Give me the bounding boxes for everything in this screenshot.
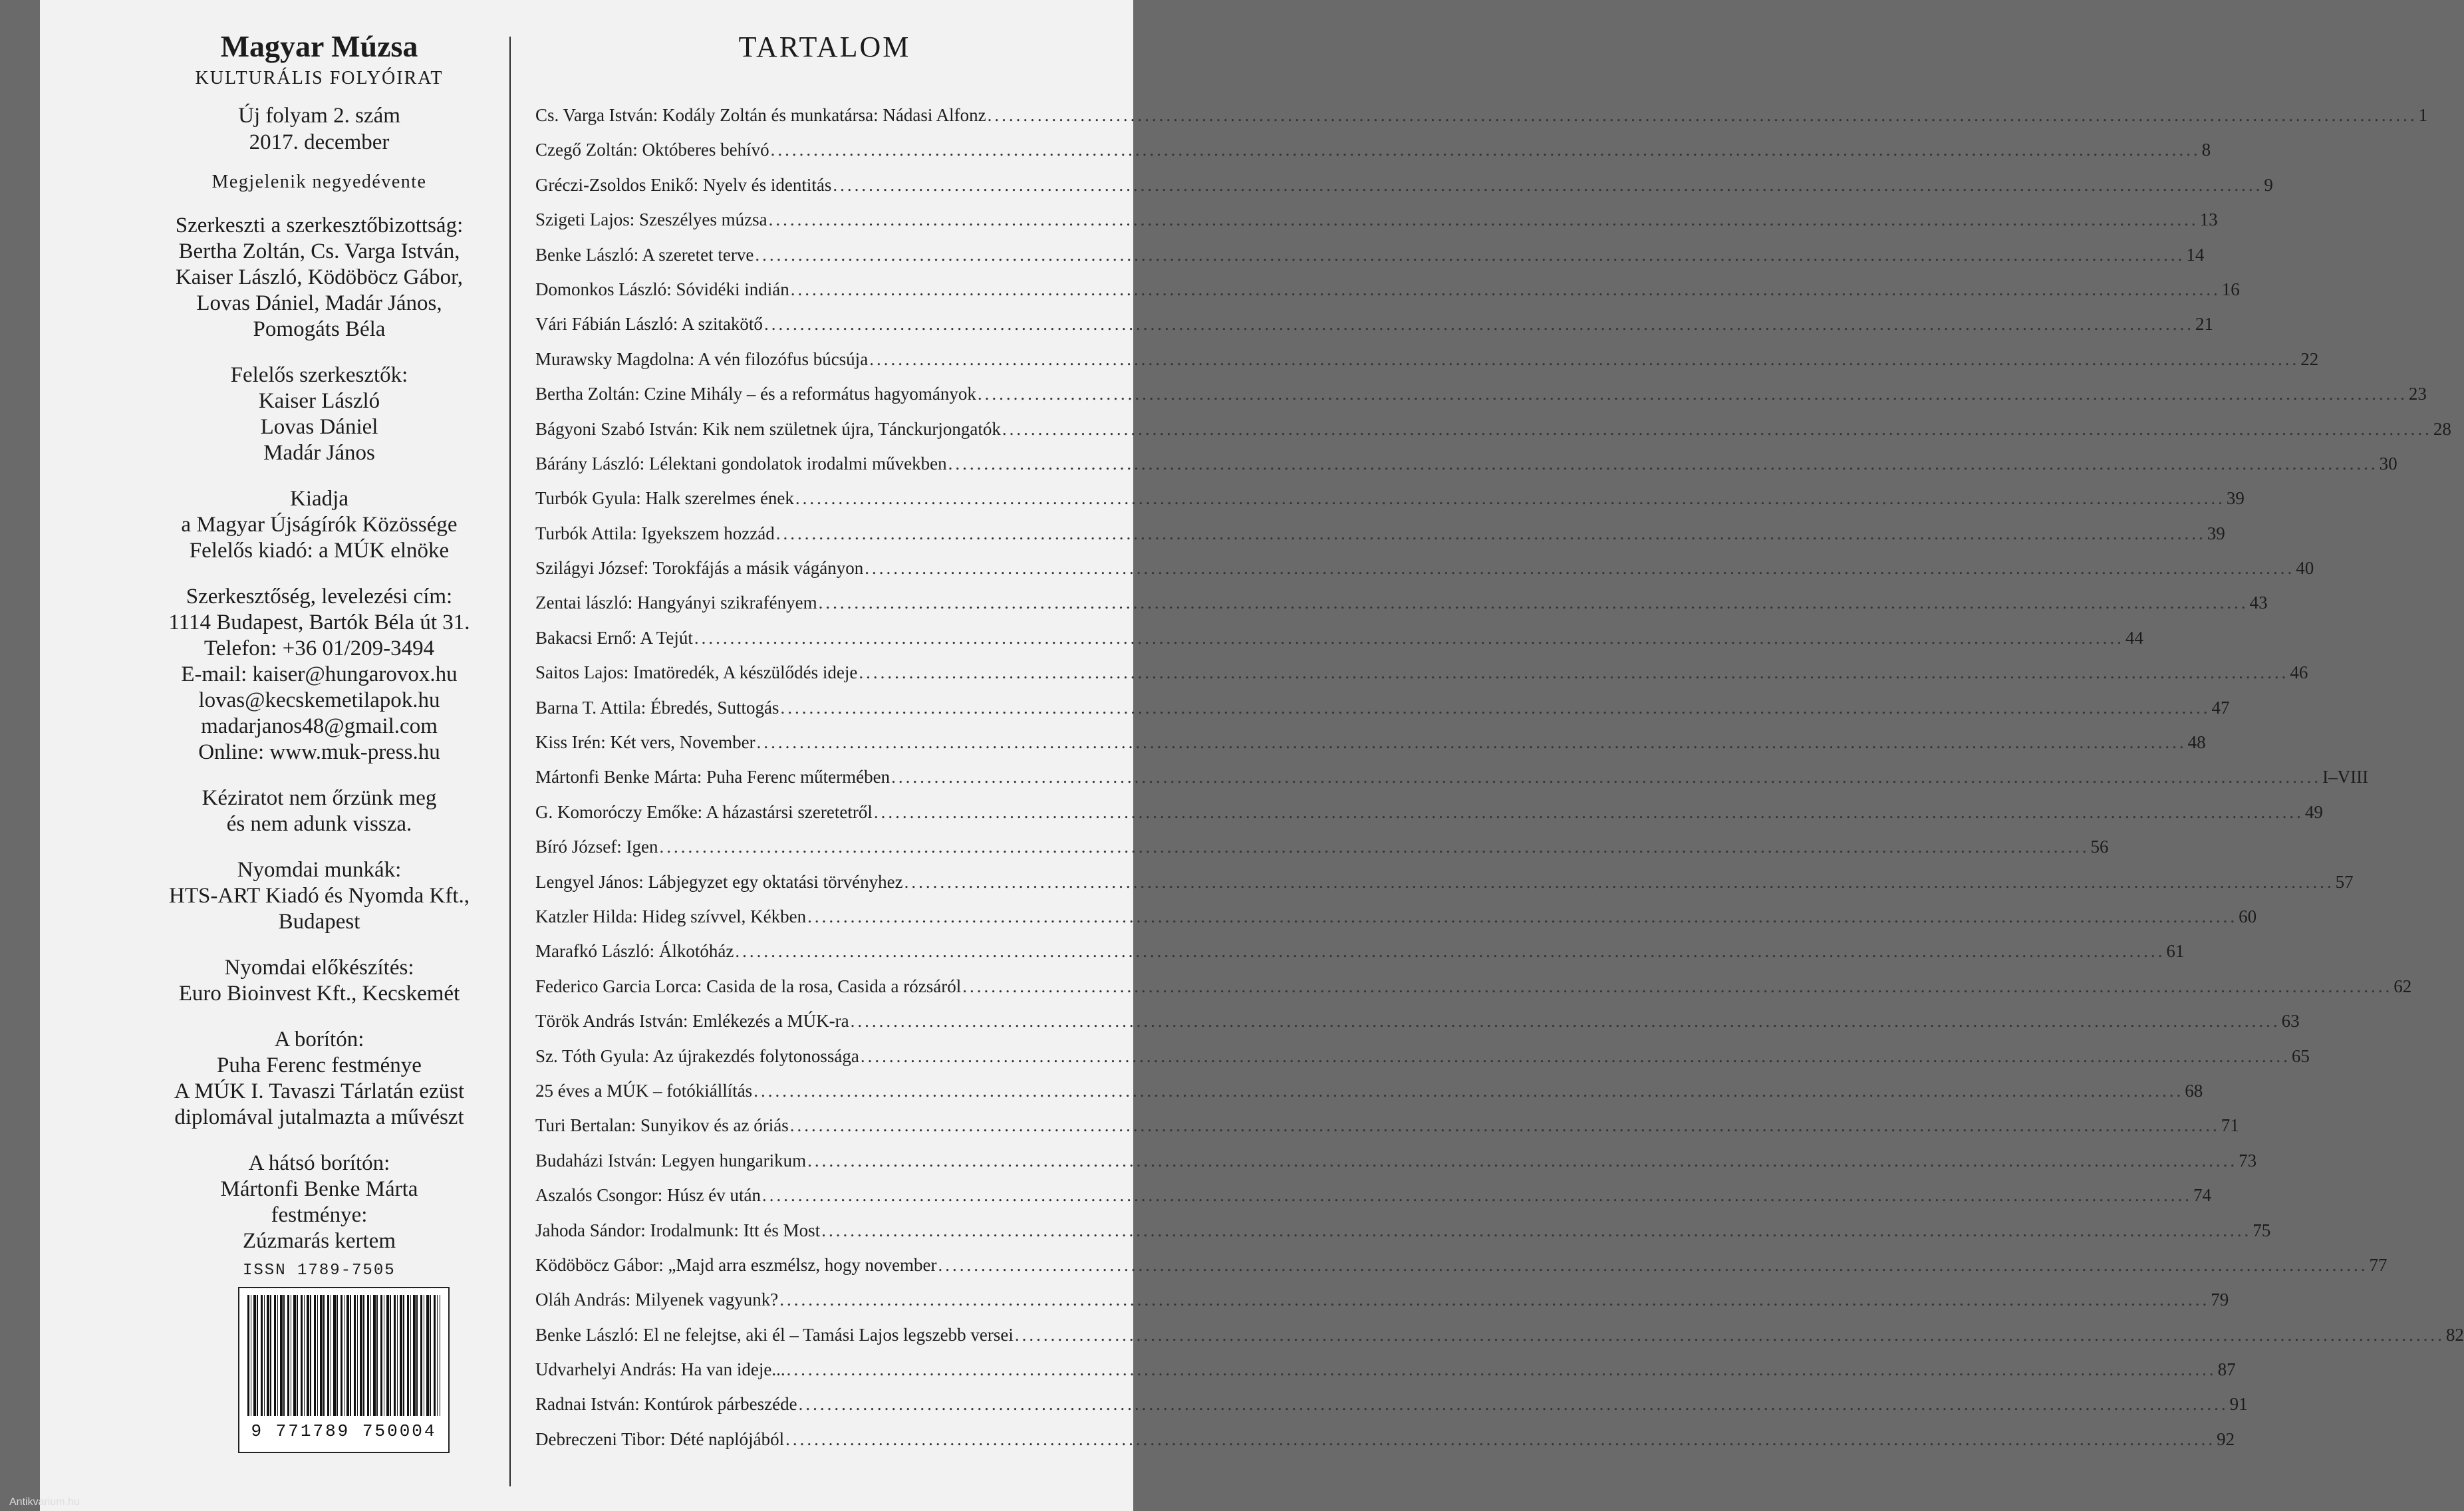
barcode [238,1287,450,1453]
toc-entry-page: 60 [2239,906,2257,926]
publisher-line: Felelős kiadó: a MÚK elnöke [189,538,450,563]
publisher-info [40,486,599,564]
toc-leader-dots: ........................................................................................................................................................................................................ [735,941,2165,962]
toc-entry [535,1359,2236,1394]
toc-entry-title: Bárány László: Lélektani gondolatok irodalmi művekben [535,453,947,474]
toc-entry [535,140,2211,174]
toc-entry-title: G. Komoróczy Emőke: A házastársi szeretetről [535,801,873,822]
toc-entry [535,453,2397,488]
toc-entry-title: Aszalós Csongor: Húsz év után [535,1185,761,1206]
toc-entry-page: 92 [2217,1429,2235,1449]
toc-entry-title: Benke László: El ne felejtse, aki él – Tamási Lajos legszebb versei [535,1324,1014,1345]
publisher-heading: Kiadja [290,486,348,511]
toc-leader-dots: ........................................................................................................................................................................................................ [818,593,2249,613]
toc-leader-dots: ........................................................................................................................................................................................................ [790,279,2221,299]
printing-line: HTS-ART Kiadó és Nyomda Kft., [168,883,470,908]
toc-leader-dots: ........................................................................................................................................................................................................ [780,697,2211,718]
toc-entry [535,1185,2211,1220]
toc-entry [535,1150,2257,1185]
postal-address: 1114 Budapest, Bartók Béla út 31. [168,610,470,634]
toc-entry-title: Bágyoni Szabó István: Kik nem születnek újra, Tánckurjongatók [535,418,1001,439]
toc-entry-title: Marafkó László: Álkotóház [535,941,734,962]
issue-info [40,102,599,156]
toc-leader-dots: ........................................................................................................................................................................................................ [694,627,2124,648]
toc-entry-title: Bertha Zoltán: Czine Mihály – és a református hagyományok [535,384,976,404]
barcode-number: 9 771789 750004 [251,1421,437,1441]
toc-entry-page: 82 [2445,1324,2464,1345]
toc-entry-page: 68 [2185,1080,2203,1101]
toc-leader-dots: ........................................................................................................................................................................................................ [761,1185,2192,1206]
toc-entry-title: Cs. Varga István: Kodály Zoltán és munkatársa: Nádasi Alfonz [535,105,986,125]
toc-leader-dots: ........................................................................................................................................................................................................ [850,1011,2280,1031]
back-cover-line: Mártonfi Benke Márta [220,1176,418,1201]
toc-entry-title: 25 éves a MÚK – fotókiállítás [535,1080,753,1101]
issn-label: ISSN 1789-7505 [243,1262,396,1280]
responsible-editor: Lovas Dániel [260,414,378,439]
toc-entry-title: Domonkos László: Sóvidéki indián [535,279,789,299]
toc-leader-dots: ........................................................................................................................................................................................................ [756,732,2187,753]
responsible-editors [40,362,599,466]
prepress-line: Euro Bioinvest Kft., Kecskemét [178,981,460,1006]
issue-date: 2017. december [249,130,390,154]
toc-entry-title: Gréczi-Zsoldos Enikő: Nyelv és identitás [535,174,832,195]
toc-entry [535,105,2428,140]
cover-info [40,1027,599,1131]
toc-entry-page: 91 [2229,1394,2248,1415]
toc-leader-dots: ........................................................................................................................................................................................................ [987,105,2417,125]
editorial-board-line: Lovas Dániel, Madár János, [196,291,442,315]
toc-entry-page: 77 [2369,1254,2388,1275]
toc-leader-dots: ........................................................................................................................................................................................................ [763,314,2194,335]
toc-entry-page: 22 [2300,348,2319,369]
cover-line: diplomával jutalmazta a művészt [174,1105,464,1129]
toc-entry-page: 16 [2221,279,2240,299]
toc-entry-title: Lengyel János: Lábjegyzet egy oktatási törvényhez [535,871,903,892]
toc-leader-dots: ........................................................................................................................................................................................................ [873,801,2304,822]
toc-title: TARTALOM [738,31,911,63]
toc-leader-dots: ........................................................................................................................................................................................................ [798,1394,2229,1415]
toc-entry-page: 63 [2281,1011,2300,1031]
toc-leader-dots: ........................................................................................................................................................................................................ [860,1045,2290,1066]
toc-entry-page: 14 [2186,244,2205,265]
toc-entry [535,558,2314,593]
toc-entry [535,801,2323,837]
toc-entry-title: Katzler Hilda: Hideg szívvel, Kékben [535,906,807,926]
email-address: E-mail: kaiser@hungarovox.hu [181,662,458,686]
toc-entry-title: Udvarhelyi András: Ha van ideje... [535,1359,785,1380]
editorial-board-line: Bertha Zoltán, Cs. Varga István, [178,239,460,263]
toc-entry [535,906,2257,941]
toc-entry-title: Saitos Lajos: Imatöredék, A készülődés ideje [535,662,858,683]
toc-leader-dots: ........................................................................................................................................................................................................ [807,1150,2238,1170]
manuscript-notice-line: és nem adunk vissza. [226,811,412,836]
toc-entry [535,348,2319,384]
toc-entry [535,384,2427,418]
toc-leader-dots: ........................................................................................................................................................................................................ [904,871,2334,892]
toc-entry [535,488,2245,523]
toc-entry-page: 61 [2166,941,2185,962]
table-of-contents [535,30,2464,1464]
toc-entry [535,1324,2464,1359]
toc-entry-page: 62 [2394,976,2412,996]
editorial-board-line: Kaiser László, Ködöböcz Gábor, [175,265,464,289]
magazine-page [40,0,2464,1511]
email-address: madarjanos48@gmail.com [201,714,438,738]
responsible-editors-heading: Felelős szerkesztők: [230,362,408,387]
publisher-line: a Magyar Újságírók Közössége [181,512,458,537]
toc-entry-title: Sz. Tóth Gyula: Az újrakezdés folytonossága [535,1045,859,1066]
toc-entry-page: 71 [2221,1115,2239,1136]
toc-entry [535,418,2451,454]
issue-number: Új folyam 2. szám [238,103,400,128]
toc-entry [535,1115,2239,1150]
toc-entry [535,941,2185,976]
toc-entry-title: Turbók Gyula: Halk szerelmes ének [535,488,794,509]
manuscript-notice [40,785,599,837]
back-cover-heading: A hátsó borítón: [248,1151,390,1175]
back-cover-info [40,1151,599,1254]
toc-entry-title: Oláh András: Milyenek vagyunk? [535,1290,779,1310]
toc-leader-dots: ........................................................................................................................................................................................................ [833,174,2263,195]
toc-entry-page: 79 [2211,1290,2229,1310]
toc-entry-title: Benke László: A szeretet terve [535,244,754,265]
toc-entry-page: 21 [2195,314,2213,335]
toc-entry-page: 43 [2249,593,2268,613]
toc-leader-dots: ........................................................................................................................................................................................................ [795,488,2225,509]
toc-leader-dots: ........................................................................................................................................................................................................ [786,1359,2217,1380]
contact-heading: Szerkesztőség, levelezési cím: [186,584,453,609]
toc-entry-title: Ködöböcz Gábor: „Majd arra eszmélsz, hogy november [535,1254,937,1275]
responsible-editor: Kaiser László [258,388,380,413]
toc-entry [535,1290,2229,1324]
column-divider [509,37,511,1486]
toc-entry-page: 28 [2433,418,2451,439]
toc-entry-title: Bíró József: Igen [535,837,658,857]
toc-leader-dots: ........................................................................................................................................................................................................ [962,976,2393,996]
toc-entry-page: 56 [2090,837,2109,857]
toc-entry-page: I–VIII [2322,767,2369,787]
toc-entry [535,523,2225,558]
toc-entry-title: Zentai lászló: Hangyányi szikrafényem [535,593,817,613]
toc-leader-dots: ........................................................................................................................................................................................................ [770,140,2201,160]
toc-leader-dots: ........................................................................................................................................................................................................ [869,348,2300,369]
toc-entry-title: Murawsky Magdolna: A vén filozófus búcsúja [535,348,869,369]
toc-entry [535,593,2268,627]
toc-entry [535,1080,2203,1115]
toc-list [535,105,2464,1464]
back-cover-line: Zúzmarás kertem [243,1228,396,1253]
toc-entry [535,767,2369,801]
toc-entry-page: 1 [2418,105,2428,125]
toc-leader-dots: ........................................................................................................................................................................................................ [1002,418,2432,439]
toc-entry-title: Mártonfi Benke Márta: Puha Ferenc műtermében [535,767,890,787]
toc-entry-title: Jahoda Sándor: Irodalmunk: Itt és Most [535,1220,821,1240]
prepress-info [40,955,599,1007]
toc-leader-dots: ........................................................................................................................................................................................................ [789,1115,2220,1136]
toc-leader-dots: ........................................................................................................................................................................................................ [775,523,2206,543]
phone-number: Telefon: +36 01/209-3494 [204,636,435,660]
editorial-board-heading: Szerkeszti a szerkesztőbizottság: [175,213,464,237]
website-address: Online: www.muk-press.hu [198,740,440,764]
watermark: Antikvarium.hu [9,1496,80,1508]
toc-entry-page: 75 [2253,1220,2271,1240]
manuscript-notice-line: Kéziratot nem őrzünk meg [202,785,437,810]
toc-leader-dots: ........................................................................................................................................................................................................ [977,384,2407,404]
toc-entry-title: Radnai István: Kontúrok párbeszéde [535,1394,797,1415]
toc-entry [535,837,2109,871]
barcode-bars [247,1295,440,1416]
toc-leader-dots: ........................................................................................................................................................................................................ [753,1080,2184,1101]
toc-leader-dots: ........................................................................................................................................................................................................ [948,453,2378,474]
toc-entry [535,244,2205,279]
toc-entry-title: Szigeti Lajos: Szeszélyes múzsa [535,209,767,230]
toc-entry [535,1254,2388,1290]
toc-entry-page: 30 [2379,453,2397,474]
back-cover-line: festménye: [271,1202,368,1227]
toc-leader-dots: ........................................................................................................................................................................................................ [891,767,2322,787]
printing-info [40,857,599,935]
toc-leader-dots: ........................................................................................................................................................................................................ [859,662,2289,683]
toc-leader-dots: ........................................................................................................................................................................................................ [821,1220,2252,1240]
toc-leader-dots: ........................................................................................................................................................................................................ [807,906,2238,926]
toc-leader-dots: ........................................................................................................................................................................................................ [865,558,2295,579]
toc-leader-dots: ........................................................................................................................................................................................................ [785,1429,2216,1449]
printing-heading: Nyomdai munkák: [237,857,402,882]
toc-entry-title: Czegő Zoltán: Októberes behívó [535,140,769,160]
toc-entry-page: 44 [2125,627,2143,648]
email-address: lovas@kecskemetilapok.hu [198,688,440,712]
toc-entry-page: 73 [2239,1150,2257,1170]
toc-entry [535,1220,2271,1255]
toc-entry-page: 39 [2226,488,2245,509]
toc-entry [535,314,2213,348]
toc-entry-title: Federico Garcia Lorca: Casida de la rosa, Casida a rózsáról [535,976,962,996]
editorial-board-line: Pomogáts Béla [253,317,386,341]
magazine-title: Magyar Múzsa [220,29,418,63]
toc-leader-dots: ........................................................................................................................................................................................................ [659,837,2090,857]
toc-entry-title: Bakacsi Ernő: A Tejút [535,627,693,648]
toc-leader-dots: ........................................................................................................................................................................................................ [755,244,2185,265]
toc-entry [535,174,2273,209]
toc-entry [535,209,2218,244]
toc-entry-title: Török András István: Emlékezés a MÚK-ra [535,1011,849,1031]
toc-entry-title: Turi Bertalan: Sunyikov és az óriás [535,1115,789,1136]
toc-entry-page: 8 [2201,140,2211,160]
responsible-editor: Madár János [263,440,375,465]
toc-leader-dots: ........................................................................................................................................................................................................ [779,1290,2210,1310]
cover-heading: A borítón: [274,1027,364,1051]
toc-leader-dots: ........................................................................................................................................................................................................ [938,1254,2368,1275]
toc-leader-dots: ........................................................................................................................................................................................................ [768,209,2199,230]
toc-entry [535,871,2354,906]
toc-entry [535,1429,2235,1464]
toc-entry [535,1045,2310,1081]
toc-entry [535,662,2308,697]
toc-entry-title: Kiss Irén: Két vers, November [535,732,755,753]
toc-entry [535,627,2143,662]
toc-entry-page: 40 [2296,558,2314,579]
toc-entry [535,1011,2300,1045]
toc-entry-page: 74 [2193,1185,2211,1206]
magazine-subtitle: KULTURÁLIS FOLYÓIRAT [195,67,444,88]
toc-entry [535,976,2412,1011]
toc-entry-title: Budaházi István: Legyen hungarikum [535,1150,807,1170]
toc-entry-title: Szilágyi József: Torokfájás a másik vágányon [535,558,864,579]
toc-entry-page: 9 [2264,174,2273,195]
imprint-column [40,30,599,1254]
toc-entry [535,1394,2248,1429]
toc-entry-page: 23 [2408,384,2427,404]
toc-entry [535,697,2230,732]
toc-entry-title: Vári Fábián László: A szitakötő [535,314,763,335]
toc-entry [535,279,2240,314]
publication-frequency: Megjelenik negyedévente [211,171,427,192]
cover-line: Puha Ferenc festménye [217,1053,422,1077]
toc-entry-page: 39 [2207,523,2225,543]
toc-entry-page: 49 [2304,801,2323,822]
contact-info [40,584,599,765]
cover-line: A MÚK I. Tavaszi Tárlatán ezüst [174,1079,465,1103]
toc-entry-page: 65 [2291,1045,2310,1066]
toc-entry-title: Debreczeni Tibor: Dété naplójából [535,1429,785,1449]
toc-entry-page: 47 [2211,697,2230,718]
toc-entry-page: 57 [2335,871,2354,892]
toc-entry-page: 46 [2290,662,2308,683]
editorial-board [40,213,599,343]
toc-entry-title: Barna T. Attila: Ébredés, Suttogás [535,697,779,718]
toc-entry [535,732,2206,767]
toc-entry-title: Turbók Attila: Igyekszem hozzád [535,523,775,543]
prepress-heading: Nyomdai előkészítés: [224,955,414,980]
toc-entry-page: 48 [2187,732,2206,753]
toc-entry-page: 87 [2217,1359,2236,1380]
toc-leader-dots: ........................................................................................................................................................................................................ [1014,1324,2445,1345]
printing-line: Budapest [278,909,360,934]
toc-entry-page: 13 [2199,209,2218,230]
